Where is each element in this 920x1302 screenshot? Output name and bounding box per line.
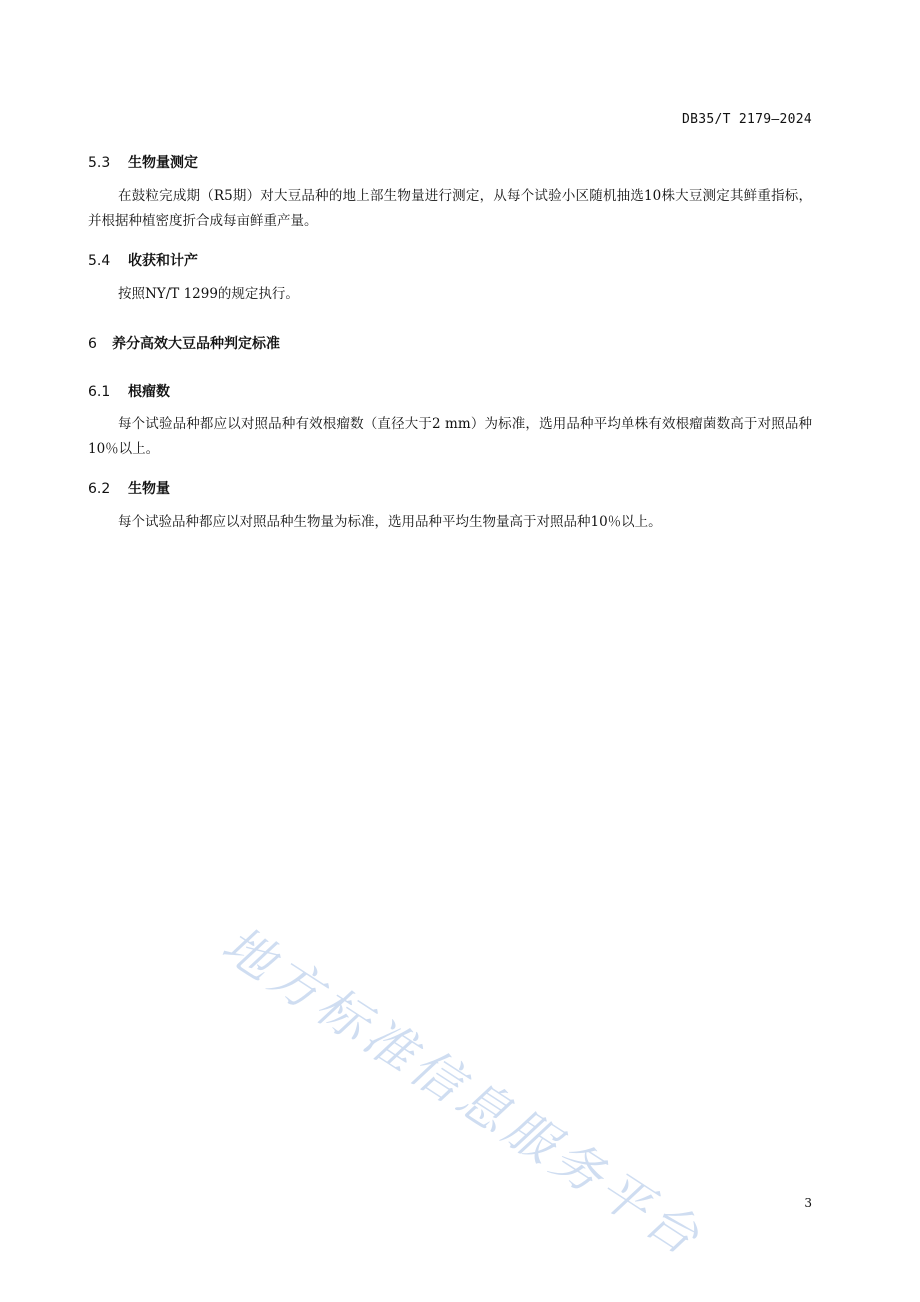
section-heading-6-2: [88, 478, 170, 498]
section-body-5-4: 按照NY/T 1299的规定执行。: [118, 286, 299, 302]
section-number: 5.4: [88, 253, 111, 269]
document-code: DB35/T 2179—2024: [681, 112, 812, 127]
section-heading-5-4: [88, 250, 198, 270]
chapter-number: 6: [88, 336, 97, 352]
section-number: 5.3: [88, 155, 111, 171]
section-title: 生物量测定: [128, 155, 198, 171]
section-body-6-2: 每个试验品种都应以对照品种生物量为标准，选用品种平均生物量高于对照品种10％以上。: [118, 514, 662, 530]
section-title: 生物量: [128, 481, 170, 497]
section-number: 6.2: [88, 481, 111, 497]
section-title: 收获和计产: [128, 253, 198, 269]
section-body-6-1: 每个试验品种都应以对照品种有效根瘤数（直径大于2 mm）为标准，选用品种平均单株有效根瘤菌数高于对照品种10％以上。: [88, 416, 812, 457]
chapter-heading-6: [88, 333, 280, 353]
section-heading-5-3: [88, 152, 198, 172]
section-heading-6-1: [88, 381, 170, 401]
section-body-5-3: 在鼓粒完成期（R5期）对大豆品种的地上部生物量进行测定，从每个试验小区随机抽选10株大豆测定其鲜重指标，并根据种植密度折合成每亩鲜重产量。: [88, 188, 812, 229]
section-title: 根瘤数: [128, 384, 170, 400]
chapter-title: 养分高效大豆品种判定标准: [112, 336, 280, 352]
watermark-text: 地方标准信息服务平台: [212, 915, 714, 1269]
page-number: 3: [804, 1196, 812, 1210]
section-number: 6.1: [88, 384, 111, 400]
